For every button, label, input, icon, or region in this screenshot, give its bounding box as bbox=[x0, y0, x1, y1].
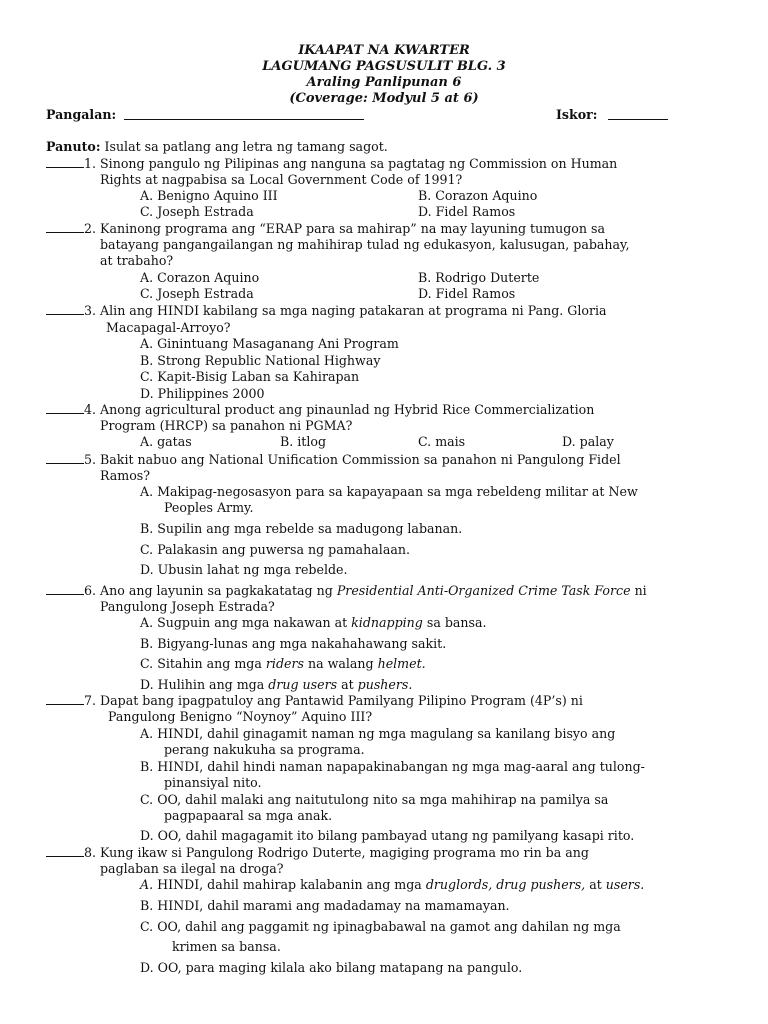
question-text: Program (HRCP) sa panahon ni PGMA? bbox=[100, 418, 353, 433]
question-text: Alin ang HINDI kabilang sa mga naging patakaran at programa ni Pang. Gloria bbox=[100, 303, 607, 318]
choice: A. Ginintuang Masaganang Ani Program bbox=[140, 336, 399, 351]
choice: C. Joseph Estrada bbox=[140, 204, 254, 219]
instructions-label: Panuto: bbox=[46, 139, 101, 154]
answer-blank-6[interactable] bbox=[46, 583, 84, 595]
choice: D. Hulihin ang mga drug users at pushers. bbox=[140, 677, 413, 692]
choice: A. HINDI, dahil mahirap kalabanin ang mga druglords, drug pushers, at users. bbox=[140, 877, 645, 892]
answer-blank-2[interactable] bbox=[46, 221, 84, 233]
question-4 bbox=[46, 402, 594, 418]
answer-blank-4[interactable] bbox=[46, 402, 84, 414]
choice: C. OO, dahil malaki ang naitutulong nito sa mga mahihirap na pamilya sa bbox=[140, 792, 609, 807]
question-number: 1. bbox=[84, 156, 97, 171]
choice: D. OO, dahil magagamit ito bilang pambayad utang ng pamilyang kasapi rito. bbox=[140, 828, 635, 843]
quiz-title: LAGUMANG PAGSUSULIT BLG. 3 bbox=[262, 59, 506, 74]
question-text: at trabaho? bbox=[100, 253, 174, 268]
question-3 bbox=[46, 303, 607, 319]
question-text: Kaninong programa ang “ERAP para sa mahirap” na may layuning tumugon sa bbox=[100, 221, 605, 236]
choice: D. palay bbox=[562, 434, 614, 449]
question-7 bbox=[46, 693, 583, 709]
question-text: ni bbox=[634, 583, 647, 598]
choice: D. Fidel Ramos bbox=[418, 286, 516, 301]
question-number: 2. bbox=[84, 221, 97, 236]
question-text: batayang pangangailangan ng mahihirap tulad ng edukasyon, kalusugan, pabahay, bbox=[100, 237, 630, 252]
question-text: Pangulong Benigno “Noynoy” Aquino III? bbox=[108, 709, 373, 724]
answer-blank-8[interactable] bbox=[46, 845, 84, 857]
question-1 bbox=[46, 156, 617, 172]
choice: D. Ubusin lahat ng mga rebelde. bbox=[140, 562, 348, 577]
choice: C. Sitahin ang mga riders na walang helmet. bbox=[140, 656, 426, 671]
choice: B. Supilin ang mga rebelde sa madugong labanan. bbox=[140, 521, 463, 536]
name-label: Pangalan: bbox=[46, 107, 117, 122]
question-text: Ramos? bbox=[100, 468, 151, 483]
choice-continued: pinansiyal nito. bbox=[164, 775, 262, 790]
choice: B. HINDI, dahil marami ang madadamay na mamamayan. bbox=[140, 898, 510, 913]
question-text-italic: Presidential Anti-Organized Crime Task Force bbox=[336, 583, 631, 598]
name-field[interactable] bbox=[124, 119, 364, 120]
choice: B. HINDI, dahil hindi naman napapakinabangan ng mga mag-aaral ang tulong- bbox=[140, 759, 645, 774]
choice: C. Joseph Estrada bbox=[140, 286, 254, 301]
question-number: 3. bbox=[84, 303, 97, 318]
choice: C. Palakasin ang puwersa ng pamahalaan. bbox=[140, 542, 410, 557]
choice: A. HINDI, dahil ginagamit naman ng mga magulang sa kanilang bisyo ang bbox=[140, 726, 616, 741]
choice: B. Corazon Aquino bbox=[418, 188, 538, 203]
subject-title: Araling Panlipunan 6 bbox=[306, 75, 462, 90]
choice-continued: krimen sa bansa. bbox=[172, 939, 281, 954]
choice: B. Rodrigo Duterte bbox=[418, 270, 540, 285]
choice: B. itlog bbox=[280, 434, 327, 449]
choice: B. Strong Republic National Highway bbox=[140, 353, 381, 368]
choice-continued: pagpapaaral sa mga anak. bbox=[164, 808, 333, 823]
score-label: Iskor: bbox=[556, 107, 598, 122]
choice: D. Fidel Ramos bbox=[418, 204, 516, 219]
question-8 bbox=[46, 845, 589, 861]
choice-continued: perang nakukuha sa programa. bbox=[164, 742, 365, 757]
score-field[interactable] bbox=[608, 119, 668, 120]
answer-blank-7[interactable] bbox=[46, 693, 84, 705]
choice: C. mais bbox=[418, 434, 466, 449]
choice: A. gatas bbox=[140, 434, 192, 449]
question-text: Bakit nabuo ang National Unification Commission sa panahon ni Pangulong Fidel bbox=[100, 452, 621, 467]
question-text: Sinong pangulo ng Pilipinas ang nanguna sa pagtatag ng Commission on Human bbox=[100, 156, 618, 171]
choice: A. Sugpuin ang mga nakawan at kidnapping sa bansa. bbox=[140, 615, 487, 630]
instructions-text: Isulat sa patlang ang letra ng tamang sagot. bbox=[104, 139, 388, 154]
question-text: Macapagal-Arroyo? bbox=[106, 320, 231, 335]
question-number: 7. bbox=[84, 693, 97, 708]
question-6 bbox=[46, 583, 647, 599]
question-text: Anong agricultural product ang pinaunlad ng Hybrid Rice Commercialization bbox=[100, 402, 595, 417]
choice: D. Philippines 2000 bbox=[140, 386, 265, 401]
answer-blank-5[interactable] bbox=[46, 452, 84, 464]
question-number: 4. bbox=[84, 402, 97, 417]
answer-blank-3[interactable] bbox=[46, 303, 84, 315]
choice: A. Makipag-negosasyon para sa kapayapaan sa mga rebeldeng militar at New bbox=[140, 484, 638, 499]
choice: B. Bigyang-lunas ang mga nakahahawang sakit. bbox=[140, 636, 447, 651]
quarter-title: IKAAPAT NA KWARTER bbox=[298, 43, 470, 58]
choice: C. OO, dahil ang paggamit ng ipinagbabawal na gamot ang dahilan ng mga bbox=[140, 919, 621, 934]
question-number: 8. bbox=[84, 845, 97, 860]
question-2 bbox=[46, 221, 605, 237]
question-text: Rights at nagpabisa sa Local Government Code of 1991? bbox=[100, 172, 463, 187]
choice: C. Kapit-Bisig Laban sa Kahirapan bbox=[140, 369, 360, 384]
coverage-title: (Coverage: Modyul 5 at 6) bbox=[289, 91, 479, 106]
choice: D. OO, para maging kilala ako bilang matapang na pangulo. bbox=[140, 960, 523, 975]
choice: A. Benigno Aquino III bbox=[140, 188, 278, 203]
question-number: 5. bbox=[84, 452, 97, 467]
question-5 bbox=[46, 452, 621, 468]
question-number: 6. bbox=[84, 583, 97, 598]
question-text: Dapat bang ipagpatuloy ang Pantawid Pamilyang Pilipino Program (4P’s) ni bbox=[100, 693, 583, 708]
answer-blank-1[interactable] bbox=[46, 156, 84, 168]
instructions bbox=[46, 139, 388, 155]
choice: A. Corazon Aquino bbox=[140, 270, 260, 285]
question-text: paglaban sa ilegal na droga? bbox=[100, 861, 284, 876]
choice-continued: Peoples Army. bbox=[164, 500, 254, 515]
question-text: Pangulong Joseph Estrada? bbox=[100, 599, 275, 614]
question-text: Kung ikaw si Pangulong Rodrigo Duterte, magiging programa mo rin ba ang bbox=[100, 845, 589, 860]
question-text: Ano ang layunin sa pagkakatatag ng bbox=[100, 583, 333, 598]
